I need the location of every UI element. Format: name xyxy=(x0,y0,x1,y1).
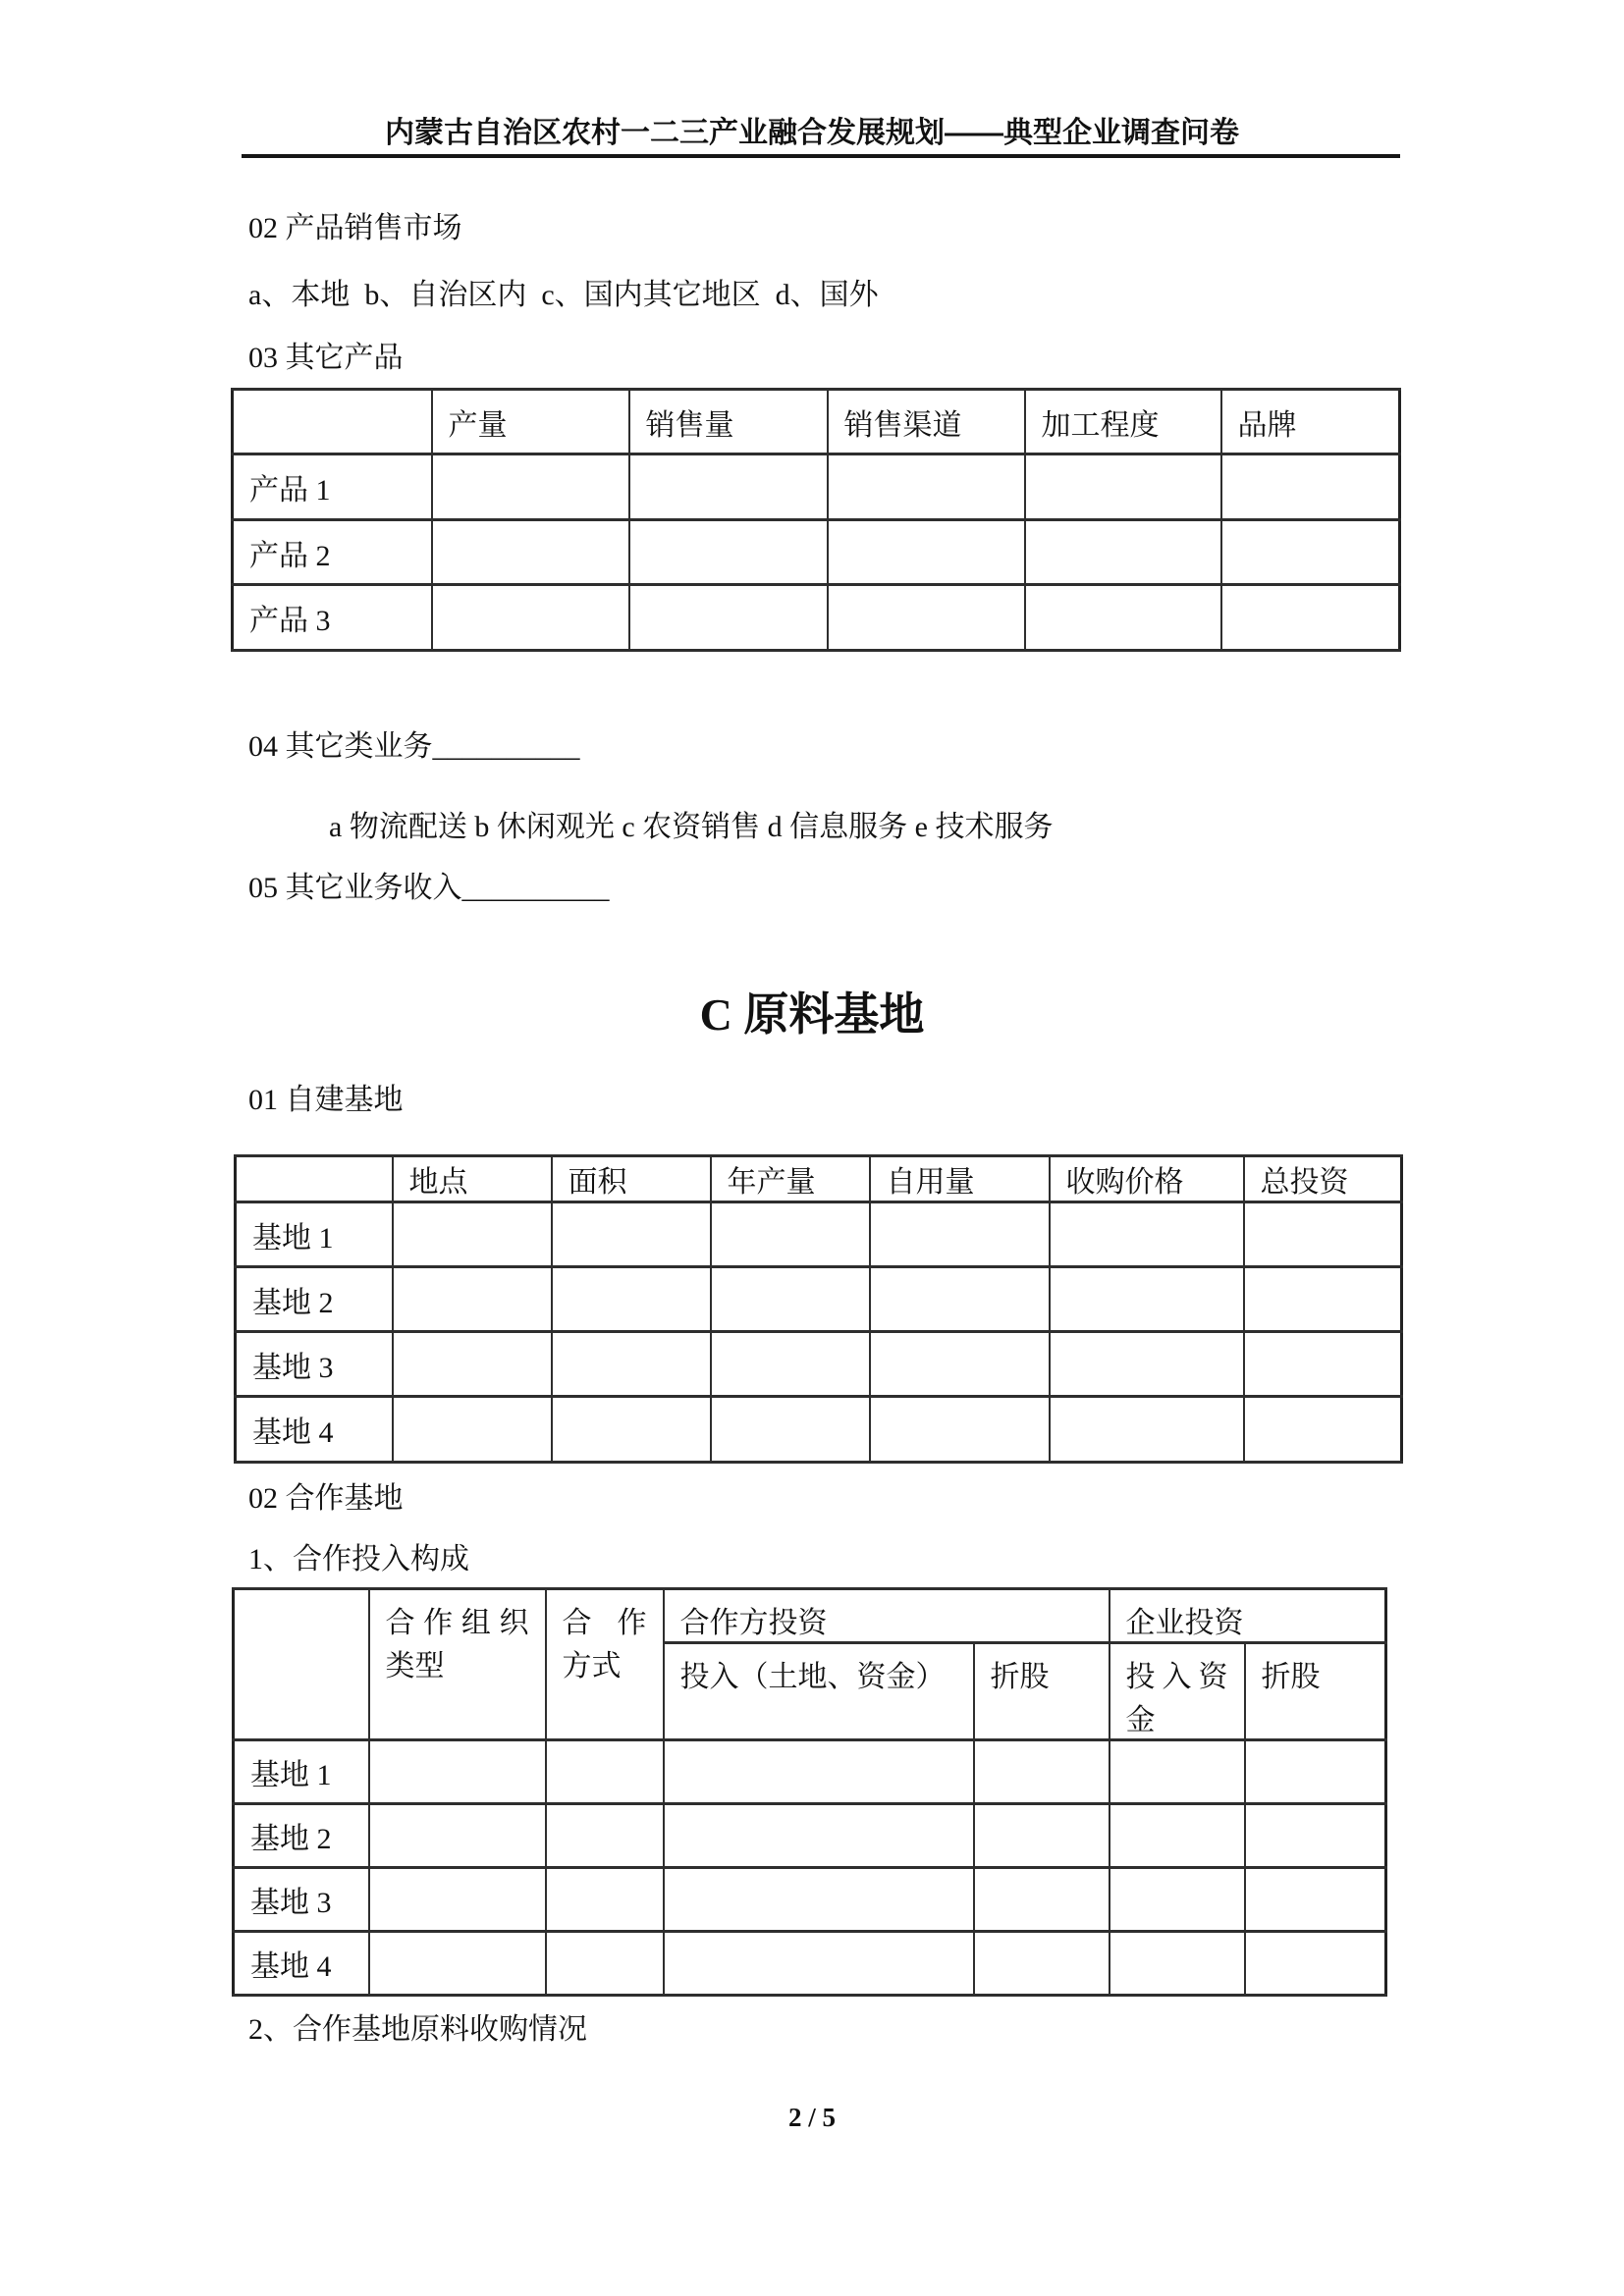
table-row xyxy=(236,1397,1402,1463)
column-header: 收购价格 xyxy=(1050,1156,1244,1202)
question-04-options: a 物流配送 b 休闲观光 c 农资销售 d 信息服务 e 技术服务 xyxy=(329,811,1054,843)
empty-cell xyxy=(664,1932,974,1996)
column-header-partner-investment: 合作方投资 xyxy=(664,1589,1110,1643)
question-03-label: 03 其它产品 xyxy=(248,342,404,374)
question-05-blank: __________ xyxy=(461,872,610,904)
empty-cell xyxy=(546,1804,664,1868)
empty-cell xyxy=(1110,1932,1245,1996)
question-05-label xyxy=(248,868,610,909)
table-row xyxy=(233,585,1400,651)
row-header-cell: 基地 2 xyxy=(236,1267,393,1332)
column-header: 面积 xyxy=(552,1156,711,1202)
empty-cell xyxy=(1110,1740,1245,1804)
empty-cell xyxy=(552,1332,711,1397)
empty-cell xyxy=(974,1932,1110,1996)
table-row xyxy=(234,1932,1386,1996)
row-header-cell: 基地 1 xyxy=(234,1740,369,1804)
section-c-heading: C 原料基地 xyxy=(699,989,925,1040)
column-header-org-type xyxy=(369,1589,546,1740)
question-c01-label: 01 自建基地 xyxy=(248,1084,404,1116)
column-header: 销售渠道 xyxy=(828,390,1025,454)
empty-cell xyxy=(1025,454,1221,520)
empty-cell xyxy=(1221,585,1400,651)
empty-cell xyxy=(432,520,629,585)
question-c02-2-label: 2、合作基地原料收购情况 xyxy=(248,2013,587,2046)
empty-cell xyxy=(1244,1397,1402,1463)
empty-cell xyxy=(974,1868,1110,1932)
table-row xyxy=(234,1868,1386,1932)
empty-cell xyxy=(369,1868,546,1932)
empty-cell xyxy=(974,1804,1110,1868)
column-header: 地点 xyxy=(393,1156,552,1202)
empty-cell xyxy=(1244,1332,1402,1397)
empty-cell xyxy=(369,1804,546,1868)
column-header: 自用量 xyxy=(870,1156,1050,1202)
empty-cell xyxy=(432,585,629,651)
empty-cell xyxy=(1245,1804,1386,1868)
question-04-blank: __________ xyxy=(432,730,580,763)
empty-cell xyxy=(711,1397,870,1463)
question-c02-1-label: 1、合作投入构成 xyxy=(248,1543,469,1575)
empty-cell xyxy=(1245,1740,1386,1804)
column-header: 品牌 xyxy=(1221,390,1400,454)
empty-cell xyxy=(393,1332,552,1397)
empty-cell xyxy=(1244,1202,1402,1267)
empty-cell xyxy=(664,1740,974,1804)
empty-cell xyxy=(1050,1202,1244,1267)
column-header: 产量 xyxy=(432,390,629,454)
table-row xyxy=(234,1804,1386,1868)
cooperative-investment-table xyxy=(232,1587,1387,1997)
row-header-cell: 基地 3 xyxy=(236,1332,393,1397)
empty-cell xyxy=(870,1267,1050,1332)
empty-cell xyxy=(552,1267,711,1332)
empty-cell xyxy=(393,1397,552,1463)
empty-cell xyxy=(1245,1932,1386,1996)
column-header-partner-equity: 折股 xyxy=(974,1643,1110,1740)
question-05-text: 05 其它业务收入 xyxy=(248,872,462,904)
page-number: 2 / 5 xyxy=(787,2103,836,2132)
page-header-title: 内蒙古自治区农村一二三产业融合发展规划——典型企业调查问卷 xyxy=(385,117,1239,149)
column-header: 年产量 xyxy=(711,1156,870,1202)
empty-cell xyxy=(546,1932,664,1996)
table-row xyxy=(236,1202,1402,1267)
enterprise-input-label: 投入资金 xyxy=(1125,1661,1228,1736)
empty-cell xyxy=(629,520,828,585)
empty-cell xyxy=(1110,1868,1245,1932)
column-header-enterprise-equity: 折股 xyxy=(1245,1643,1386,1740)
row-header-cell: 基地 4 xyxy=(234,1932,369,1996)
header-rule xyxy=(242,154,1400,158)
question-04-text: 04 其它类业务 xyxy=(248,730,433,763)
row-header-cell: 基地 4 xyxy=(236,1397,393,1463)
empty-cell xyxy=(711,1332,870,1397)
empty-cell xyxy=(1025,520,1221,585)
column-header-enterprise-investment: 企业投资 xyxy=(1110,1589,1386,1643)
empty-cell xyxy=(828,520,1025,585)
empty-cell xyxy=(711,1267,870,1332)
column-header: 销售量 xyxy=(629,390,828,454)
empty-cell xyxy=(974,1740,1110,1804)
empty-cell xyxy=(870,1202,1050,1267)
products-table xyxy=(231,388,1401,652)
empty-cell xyxy=(1221,520,1400,585)
empty-cell xyxy=(552,1397,711,1463)
row-header-cell: 产品 3 xyxy=(233,585,432,651)
corner-cell xyxy=(236,1156,393,1202)
row-header-cell: 产品 2 xyxy=(233,520,432,585)
row-header-cell: 基地 3 xyxy=(234,1868,369,1932)
column-header-coop-mode xyxy=(546,1589,664,1740)
row-header-cell: 基地 1 xyxy=(236,1202,393,1267)
empty-cell xyxy=(552,1202,711,1267)
empty-cell xyxy=(629,585,828,651)
empty-cell xyxy=(664,1868,974,1932)
empty-cell xyxy=(1110,1804,1245,1868)
table-row xyxy=(233,520,1400,585)
empty-cell xyxy=(432,454,629,520)
column-header: 加工程度 xyxy=(1025,390,1221,454)
empty-cell xyxy=(1245,1868,1386,1932)
empty-cell xyxy=(870,1397,1050,1463)
empty-cell xyxy=(1050,1332,1244,1397)
empty-cell xyxy=(1221,454,1400,520)
coop-mode-label: 合作方式 xyxy=(562,1607,647,1682)
self-built-bases-table xyxy=(234,1154,1403,1464)
empty-cell xyxy=(1050,1267,1244,1332)
column-header: 总投资 xyxy=(1244,1156,1402,1202)
empty-cell xyxy=(1244,1267,1402,1332)
question-04-label xyxy=(248,726,580,768)
empty-cell xyxy=(393,1267,552,1332)
empty-cell xyxy=(711,1202,870,1267)
empty-cell xyxy=(828,454,1025,520)
corner-cell xyxy=(233,390,432,454)
coop-header-row-1 xyxy=(234,1589,1386,1643)
question-02-label: 02 产品销售市场 xyxy=(248,212,462,244)
row-header-cell: 基地 2 xyxy=(234,1804,369,1868)
empty-cell xyxy=(546,1868,664,1932)
empty-cell xyxy=(1025,585,1221,651)
table-row xyxy=(236,1267,1402,1332)
empty-cell xyxy=(870,1332,1050,1397)
table-row xyxy=(234,1740,1386,1804)
table-row xyxy=(236,1332,1402,1397)
empty-cell xyxy=(369,1932,546,1996)
empty-cell xyxy=(369,1740,546,1804)
empty-cell xyxy=(629,454,828,520)
question-02-options: a、本地 b、自治区内 c、国内其它地区 d、国外 xyxy=(248,279,879,311)
products-header-row xyxy=(233,390,1400,454)
empty-cell xyxy=(393,1202,552,1267)
empty-cell xyxy=(664,1804,974,1868)
org-type-label: 合作组织类型 xyxy=(385,1607,529,1682)
row-header-cell: 产品 1 xyxy=(233,454,432,520)
self-built-header-row xyxy=(236,1156,1402,1202)
column-header-partner-input: 投入（土地、资金） xyxy=(664,1643,974,1740)
table-row xyxy=(233,454,1400,520)
empty-cell xyxy=(828,585,1025,651)
question-c02-label: 02 合作基地 xyxy=(248,1482,404,1515)
empty-cell xyxy=(1050,1397,1244,1463)
empty-cell xyxy=(546,1740,664,1804)
column-header-enterprise-input xyxy=(1110,1643,1245,1740)
corner-cell xyxy=(234,1589,369,1740)
